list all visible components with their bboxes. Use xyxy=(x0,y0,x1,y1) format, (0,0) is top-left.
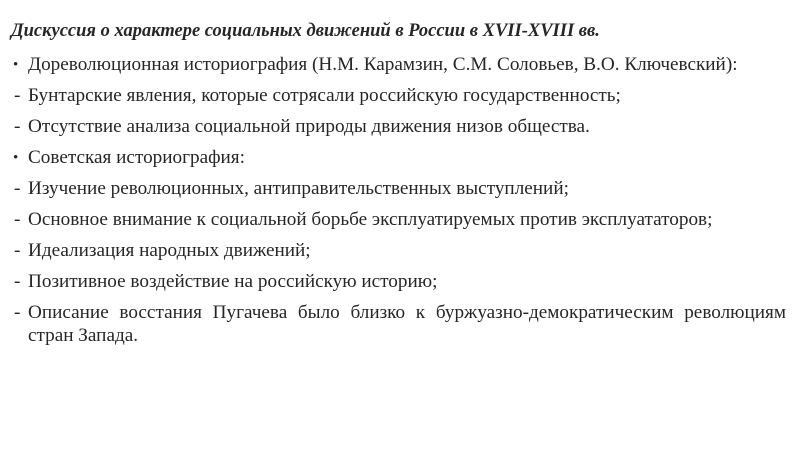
list-item xyxy=(13,84,786,107)
dash-marker: - xyxy=(14,85,21,106)
list-item-text: Описание восстания Пугачева было близко к буржуазно-демократическим революциям стран Запада. xyxy=(28,302,786,346)
list-item xyxy=(13,270,786,293)
list-item-text: Идеализация народных движений; xyxy=(28,240,311,261)
dash-marker: - xyxy=(14,116,21,137)
list-item-text: Позитивное воздействие на российскую историю; xyxy=(28,271,438,292)
list-item xyxy=(13,53,786,76)
list-item xyxy=(13,208,786,231)
list-item xyxy=(13,301,786,347)
list-item xyxy=(13,146,786,169)
content-list xyxy=(13,53,786,355)
slide-title: Дискуссия о характере социальных движений в России в XVII-XVIII вв. xyxy=(11,21,600,41)
dash-marker: - xyxy=(14,271,21,292)
list-item xyxy=(13,115,786,138)
list-item-text: Бунтарские явления, которые сотрясали российскую государственность; xyxy=(28,85,621,106)
list-item-text: Дореволюционная историография (Н.М. Карамзин, С.М. Соловьев, В.О. Ключевский): xyxy=(28,54,738,75)
list-item-text: Основное внимание к социальной борьбе эксплуатируемых против эксплуататоров; xyxy=(28,209,713,230)
list-item-text: Советская историография: xyxy=(28,147,245,168)
list-item xyxy=(13,177,786,200)
dash-marker: - xyxy=(14,209,21,230)
bullet-marker: • xyxy=(13,150,19,166)
list-item-text: Изучение революционных, антиправительственных выступлений; xyxy=(28,178,569,199)
bullet-marker: • xyxy=(13,57,19,73)
list-item xyxy=(13,239,786,262)
list-item-text: Отсутствие анализа социальной природы движения низов общества. xyxy=(28,116,590,137)
dash-marker: - xyxy=(14,302,21,323)
dash-marker: - xyxy=(14,178,21,199)
dash-marker: - xyxy=(14,240,21,261)
